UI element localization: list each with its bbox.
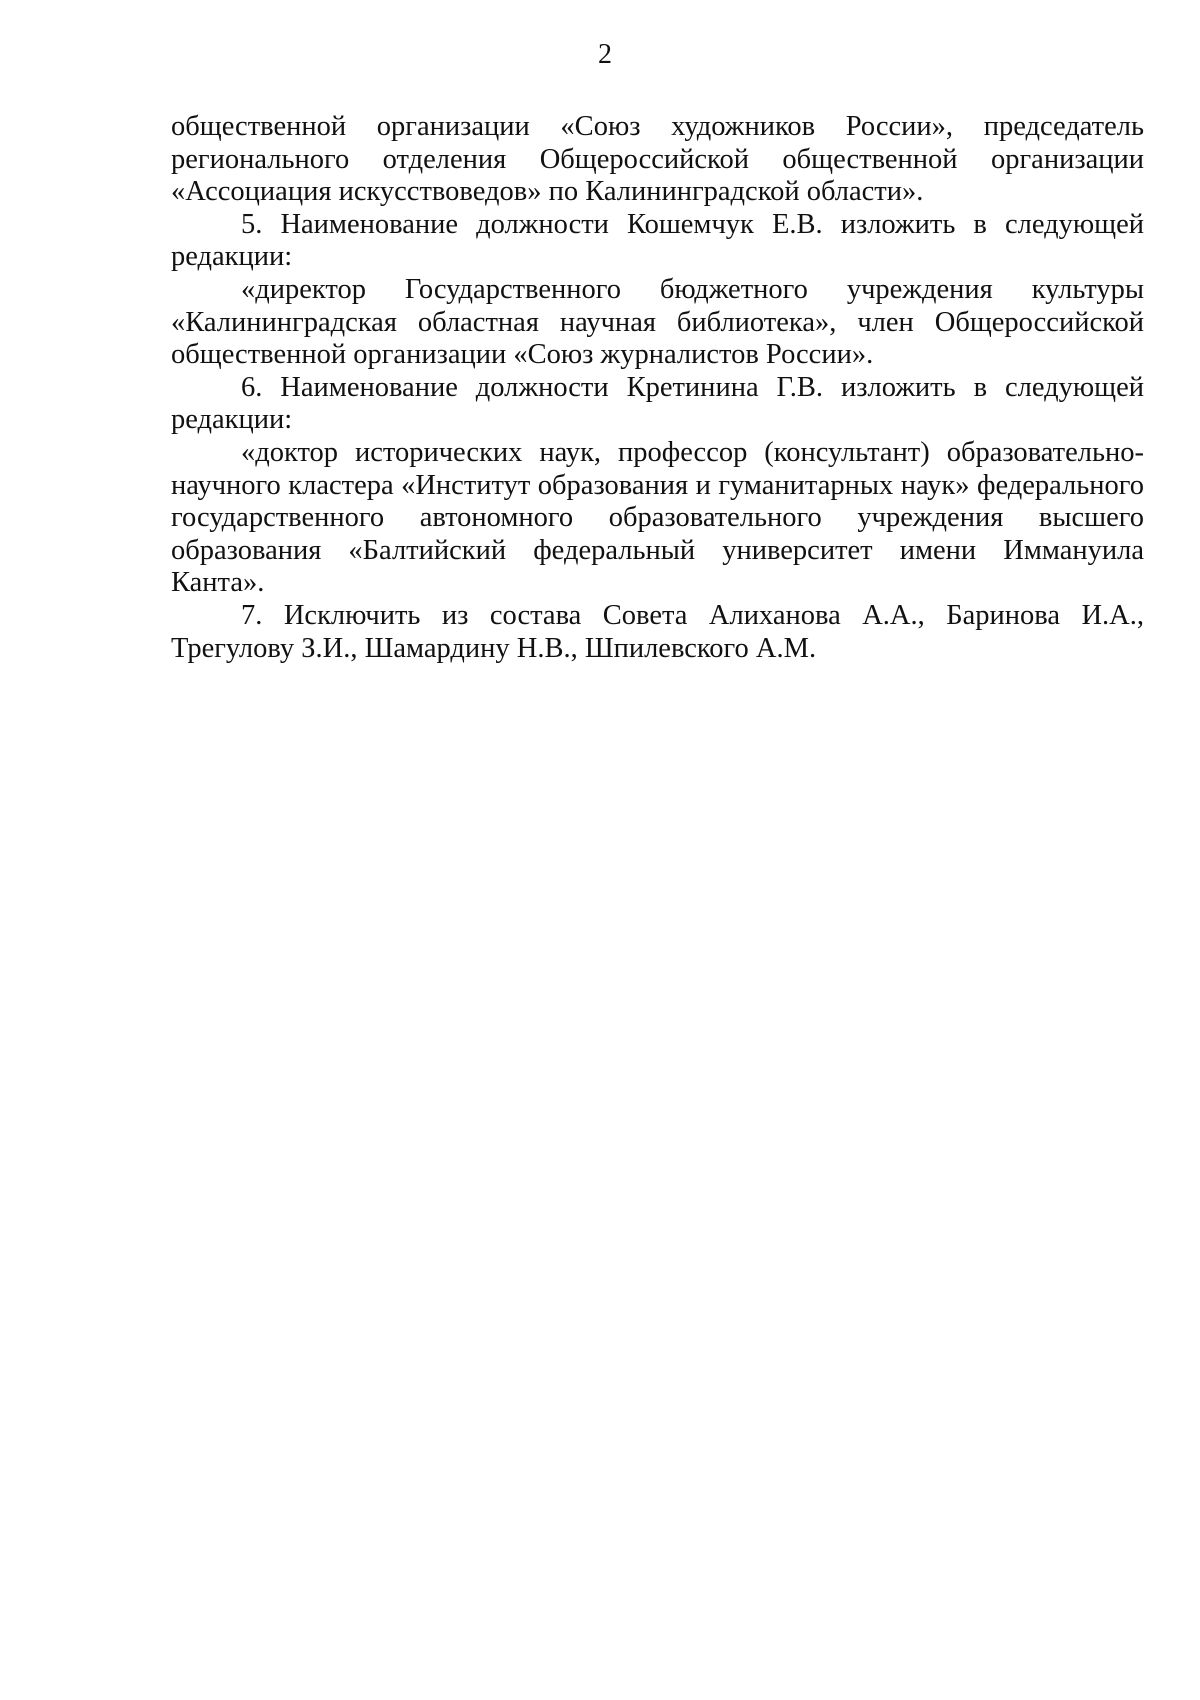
document-body bbox=[171, 111, 1144, 665]
page-number: 2 bbox=[598, 39, 612, 70]
paragraph-item-6: 6. Наименование должности Кретинина Г.В. изложить в следующей редакции: bbox=[171, 371, 1144, 436]
paragraph-continuation: общественной организации «Союз художников России», председатель регионального отделения Общероссийской общественной организации «Ассоциация искусствоведов» по Калининградской области». bbox=[171, 111, 1144, 208]
paragraph-item-5-text: «директор Государственного бюджетного учреждения культуры «Калининградская областная научная библиотека», член Общероссийской общественной организации «Союз журналистов России». bbox=[171, 273, 1144, 371]
paragraph-item-5: 5. Наименование должности Кошемчук Е.В. изложить в следующей редакции: bbox=[171, 208, 1144, 273]
paragraph-item-7: 7. Исключить из состава Совета Алиханова А.А., Баринова И.А., Трегулову З.И., Шамардину Н.В., Шпилевского А.М. bbox=[171, 599, 1144, 664]
paragraph-item-6-text: «доктор исторических наук, профессор (консультант) образовательно-научного кластера «Институт образования и гуманитарных наук» федерального государственного автономного образовательного учреждения высшего образования «Балтийский федеральный университет имени Иммануила Канта». bbox=[171, 436, 1144, 599]
